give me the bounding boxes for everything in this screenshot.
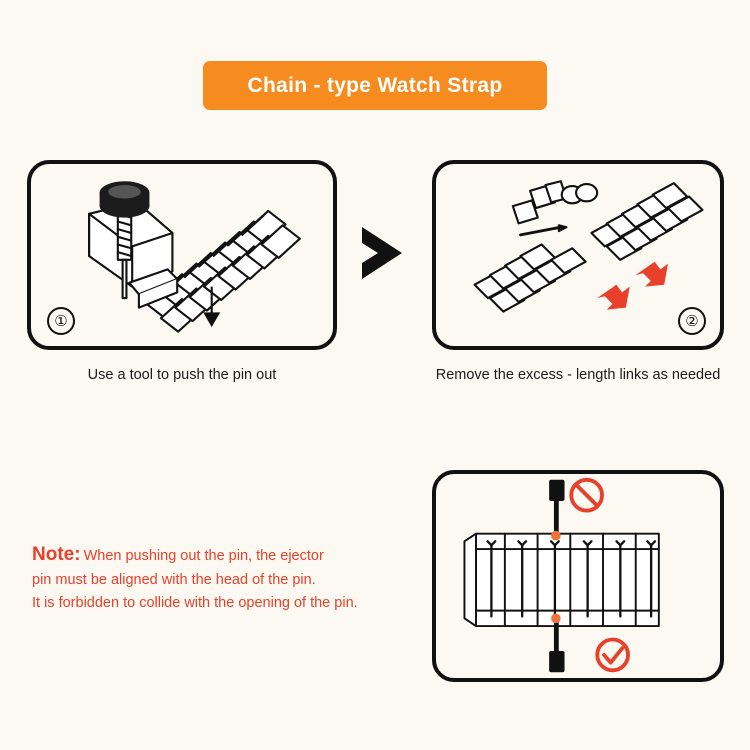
step-1-badge: ① (47, 307, 75, 335)
note-block (32, 540, 412, 614)
page-title: Chain - type Watch Strap (247, 73, 503, 97)
check-circle-icon (597, 640, 628, 671)
note-line-2: pin must be aligned with the head of the pin. (32, 572, 316, 589)
note-line-1: When pushing out the pin, the ejector (83, 548, 324, 564)
pin-pusher-tool-drawing (31, 164, 333, 346)
prohibited-icon (571, 480, 602, 511)
step-1-caption: Use a tool to push the pin out (87, 367, 277, 383)
pin-alignment-drawing (436, 474, 720, 678)
pin-alignment-detail-panel (432, 470, 724, 682)
red-arrow-icons (597, 262, 668, 310)
step-2-badge: ② (678, 307, 706, 335)
title-banner (203, 61, 547, 110)
tool-knob (100, 181, 150, 217)
note-label: Note: (32, 544, 81, 565)
note-line-3: It is forbidden to collide with the opening of the pin. (32, 594, 358, 611)
chevron-right-icon (356, 225, 408, 281)
wrong-ejector-pin (549, 480, 564, 541)
step-2-caption: Remove the excess - length links as needed (435, 367, 721, 383)
